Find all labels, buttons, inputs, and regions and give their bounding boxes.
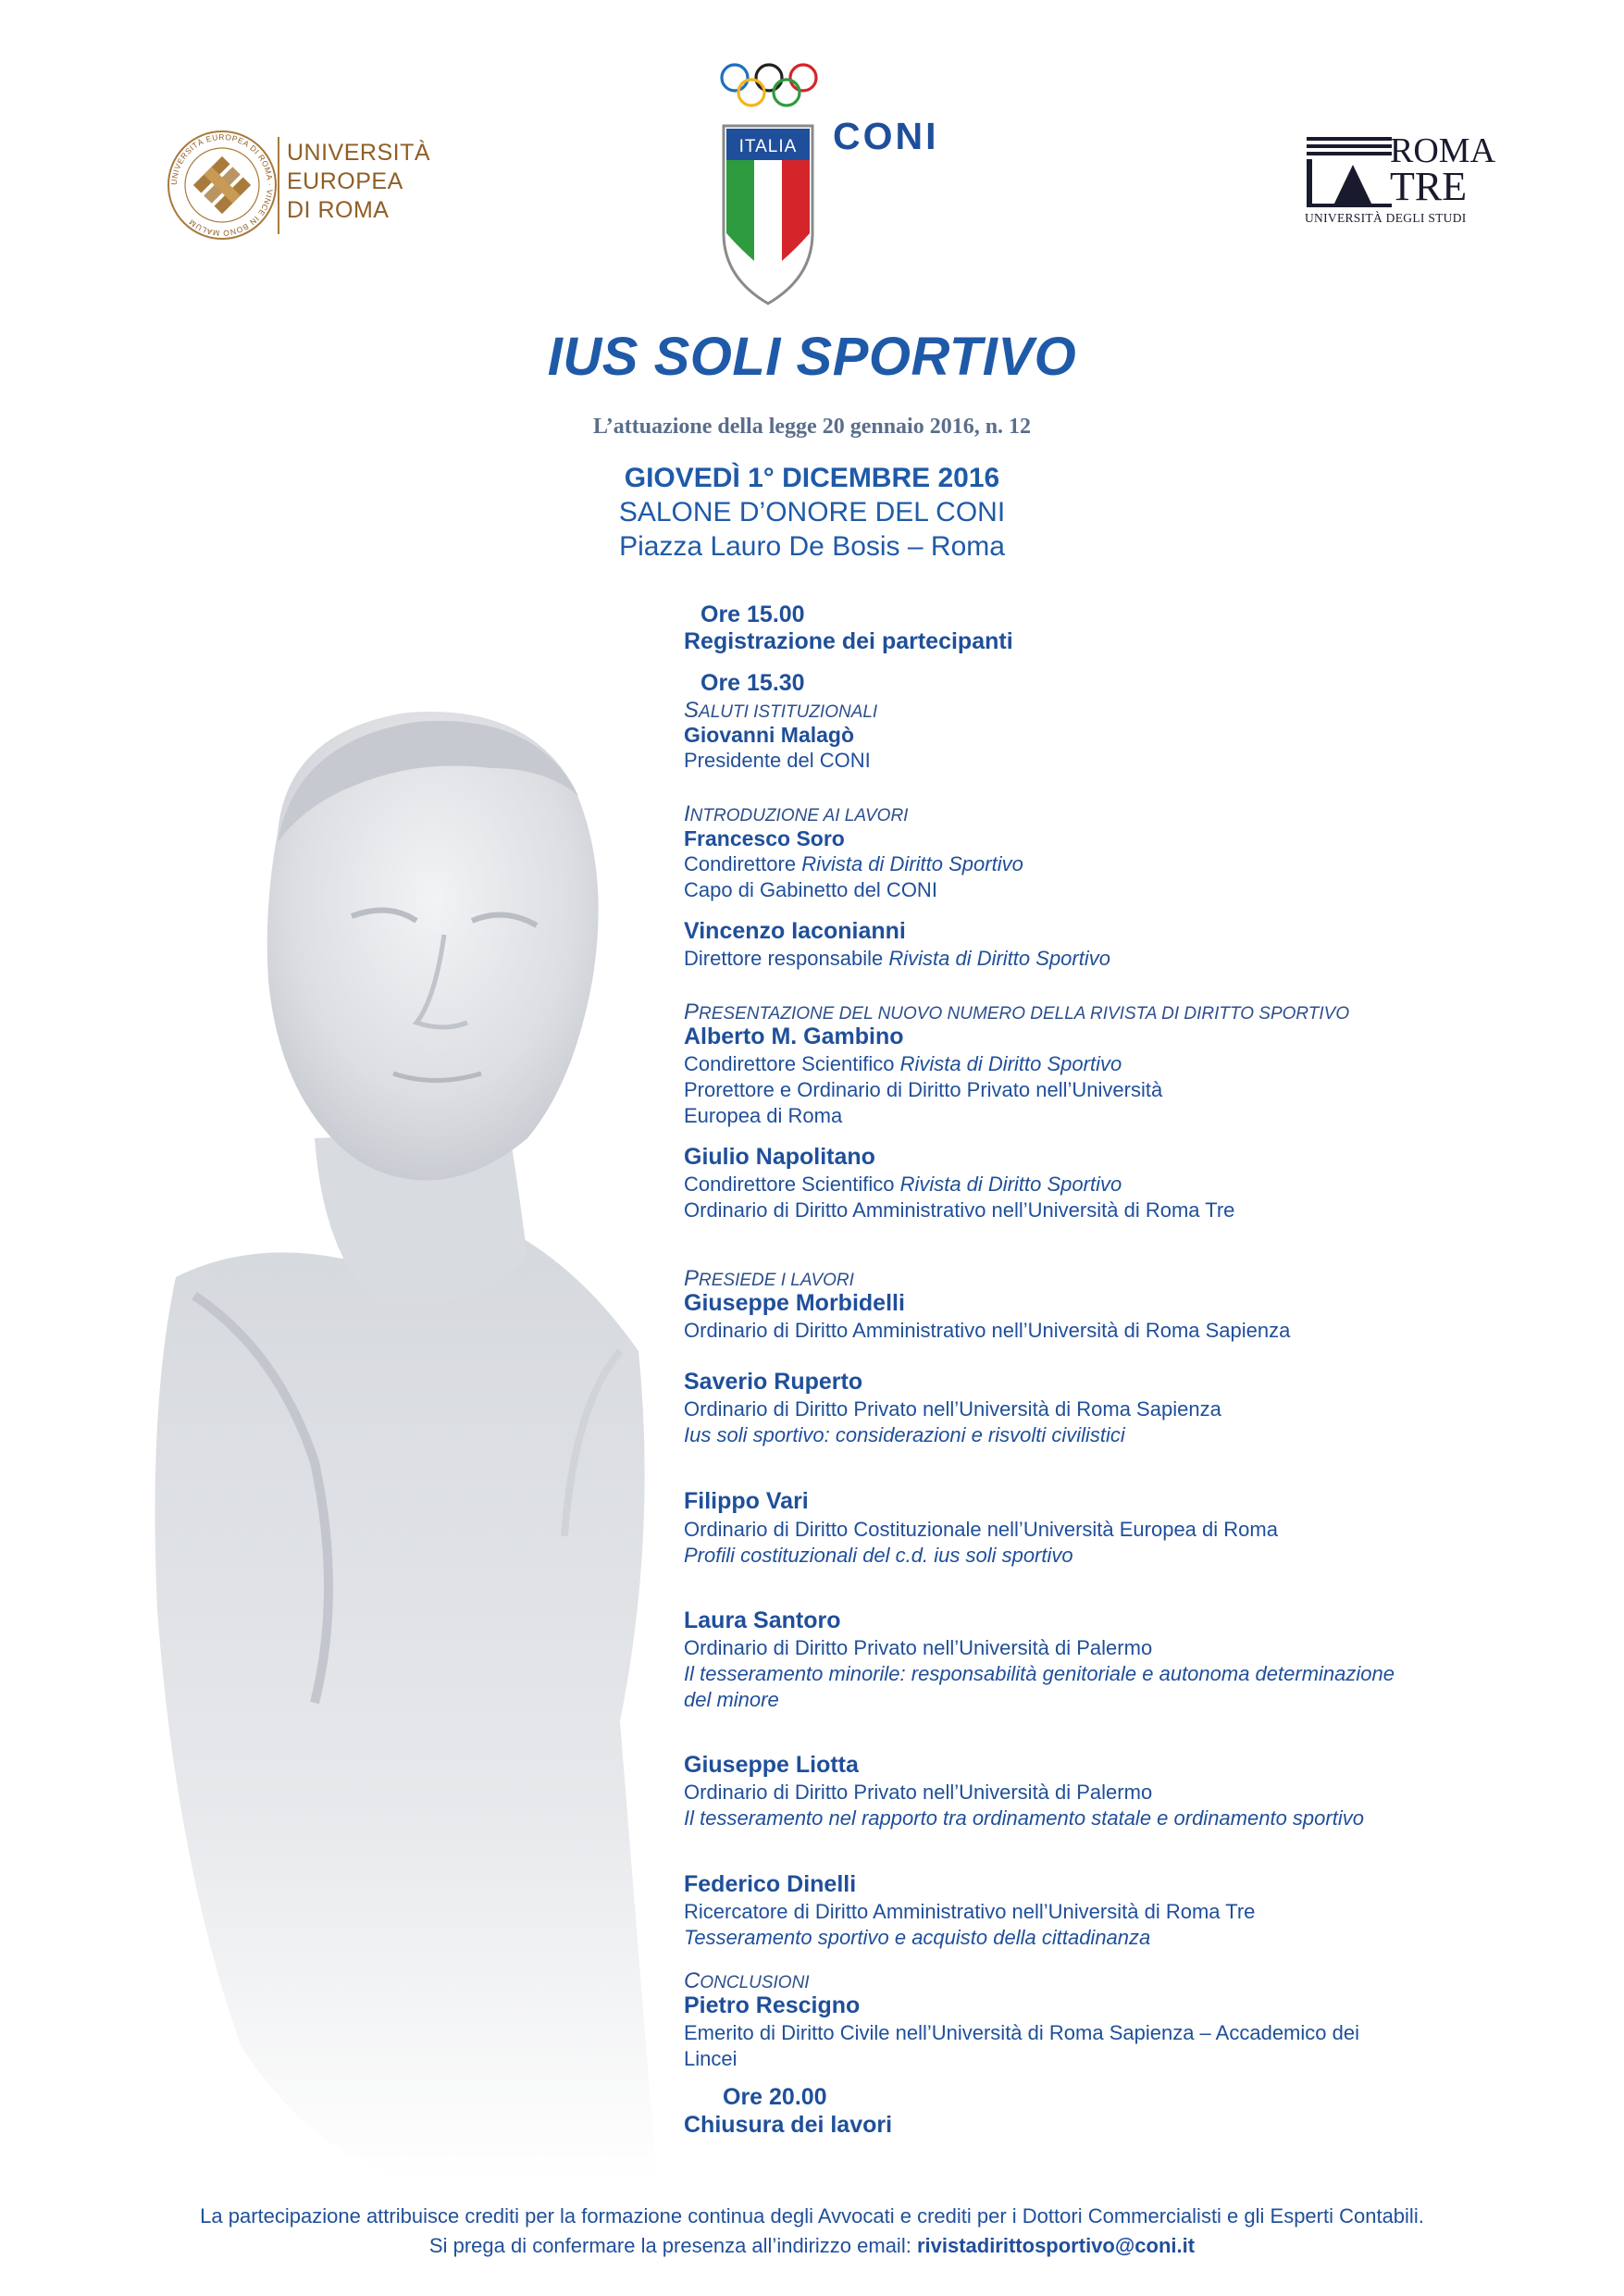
speaker-role: Capo di Gabinetto del CONI: [684, 878, 937, 901]
speaker-role: Direttore responsabile Rivista di Diritto Sportivo: [684, 947, 1110, 970]
speaker-role: Ordinario di Diritto Privato nell’Università di Palermo: [684, 1636, 1153, 1659]
talk-title: Il tesseramento nel rapporto tra ordinamento statale e ordinamento sportivo: [684, 1806, 1364, 1830]
speaker-role: Condirettore Scientifico Rivista di Diritto Sportivo: [684, 1052, 1122, 1075]
roma-tre-logo: [1305, 133, 1499, 235]
event-address: Piazza Lauro De Bosis – Roma: [619, 531, 1005, 562]
credits-note: La partecipazione attribuisce crediti per la formazione continua degli Avvocati e crediti per i Dottori Commercialisti e gli Esperti Contabili.: [200, 2204, 1424, 2228]
tre-word: TRE: [1390, 164, 1468, 209]
uer-line2: EUROPEA: [287, 168, 403, 194]
speaker-name: Vincenzo Iaconianni: [684, 918, 906, 944]
talk-title: Tesseramento sportivo e acquisto della cittadinanza: [684, 1926, 1151, 1949]
event-date: GIOVEDÌ 1° DICEMBRE 2016: [624, 463, 1000, 493]
speaker-name: Laura Santoro: [684, 1607, 841, 1633]
roma-tre-subtitle: UNIVERSITÀ DEGLI STUDI: [1305, 211, 1467, 225]
event-title: IUS SOLI SPORTIVO: [547, 327, 1077, 387]
speaker-name: Giuseppe Morbidelli: [684, 1290, 905, 1316]
speaker-role: Condirettore Rivista di Diritto Sportivo: [684, 852, 1023, 875]
time-closing: Ore 20.00: [723, 2084, 827, 2110]
section-presiede: PRESIEDE I LAVORI: [684, 1266, 854, 1291]
speaker-name: Giuseppe Liotta: [684, 1752, 859, 1778]
universita-europea-logo: [165, 128, 442, 248]
speaker-name: Giovanni Malagò: [684, 723, 855, 747]
speaker-role: Prorettore e Ordinario di Diritto Privato nell’Università: [684, 1078, 1163, 1101]
speaker-role: Ordinario di Diritto Privato nell’Università di Roma Sapienza: [684, 1397, 1221, 1421]
speaker-name: Filippo Vari: [684, 1488, 809, 1514]
italia-shield-icon: [720, 122, 816, 307]
speaker-role: Emerito di Diritto Civile nell’Università di Roma Sapienza – Accademico dei: [684, 2021, 1359, 2044]
closing-label: Chiusura dei lavori: [684, 2112, 893, 2138]
speaker-role: Ordinario di Diritto Costituzionale nell’Università Europea di Roma: [684, 1518, 1278, 1541]
rsvp-text: Si prega di confermare la presenza all’indirizzo email:: [428, 2234, 917, 2257]
talk-title: Ius soli sportivo: considerazioni e risvolti civilistici: [684, 1423, 1125, 1446]
time-greetings: Ore 15.30: [700, 670, 805, 696]
section-conclusioni: CONCLUSIONI: [684, 1968, 810, 1993]
uer-seal-icon: [165, 128, 280, 243]
speaker-role: Presidente del CONI: [684, 749, 871, 772]
roma-tre-mark-icon: [1305, 135, 1393, 209]
speaker-role: Ricercatore di Diritto Amministrativo nell’Università di Roma Tre: [684, 1900, 1256, 1923]
speaker-role: Ordinario di Diritto Amministrativo nell’Università di Roma Sapienza: [684, 1319, 1291, 1342]
speaker-role: Ordinario di Diritto Privato nell’Università di Palermo: [684, 1781, 1153, 1804]
talk-title: Il tesseramento minorile: responsabilità genitoriale e autonoma determinazione: [684, 1662, 1395, 1685]
rsvp-note: [0, 2234, 1624, 2258]
coni-wordmark: CONI: [833, 115, 939, 157]
speaker-name: Saverio Ruperto: [684, 1369, 863, 1395]
statue-bust-image: [139, 703, 694, 2184]
uer-line1: UNIVERSITÀ: [287, 140, 431, 166]
speaker-name: Pietro Rescigno: [684, 1992, 861, 2018]
talk-title: Profili costituzionali del c.d. ius soli sportivo: [684, 1544, 1073, 1567]
speaker-name: Francesco Soro: [684, 826, 845, 850]
speaker-name: Federico Dinelli: [684, 1871, 857, 1897]
coni-logo: [703, 61, 962, 255]
svg-text:ITALIA: ITALIA: [738, 137, 798, 156]
svg-text:UNIVERSITÀ EUROPEA DI ROMA · V: UNIVERSITÀ EUROPEA DI ROMA · VINCE IN BONO MALUM: [168, 131, 276, 239]
uer-line3: DI ROMA: [287, 197, 390, 223]
speaker-role: Lincei: [684, 2047, 738, 2070]
rsvp-email[interactable]: rivistadirittosportivo@coni.it: [916, 2234, 1196, 2257]
speaker-role: Ordinario di Diritto Amministrativo nell’Università di Roma Tre: [684, 1198, 1235, 1222]
event-venue: SALONE D’ONORE DEL CONI: [618, 497, 1006, 527]
section-presentazione: PRESENTAZIONE DEL NUOVO NUMERO DELLA RIVISTA DI DIRITTO SPORTIVO: [684, 999, 1350, 1024]
roma-word: ROMA: [1390, 131, 1496, 170]
registration-label: Registrazione dei partecipanti: [684, 628, 1013, 654]
speaker-role: Condirettore Scientifico Rivista di Diritto Sportivo: [684, 1173, 1122, 1196]
time-registration: Ore 15.00: [700, 602, 805, 627]
speaker-name: Giulio Napolitano: [684, 1144, 875, 1170]
speaker-name: Alberto M. Gambino: [684, 1024, 904, 1049]
event-subtitle: L’attuazione della legge 20 gennaio 2016, n. 12: [592, 415, 1032, 439]
section-introduzione: INTRODUZIONE AI LAVORI: [684, 801, 909, 826]
speaker-role: Europea di Roma: [684, 1104, 843, 1127]
talk-title: del minore: [684, 1688, 779, 1711]
olympic-rings-icon: [718, 61, 820, 115]
section-saluti: SALUTI ISTITUZIONALI: [684, 698, 878, 723]
